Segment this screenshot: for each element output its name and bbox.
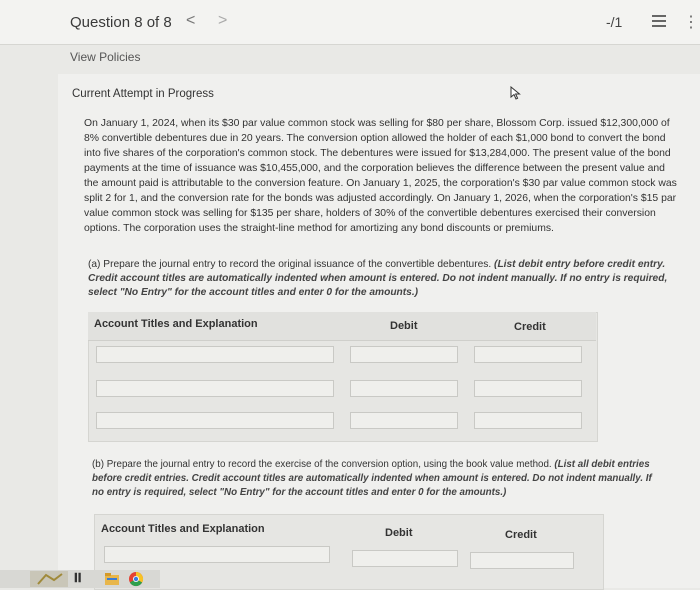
- column-account-titles: Account Titles and Explanation: [94, 318, 258, 330]
- question-score: -/1: [606, 14, 623, 30]
- question-header: [0, 0, 700, 45]
- account-title-input[interactable]: [104, 546, 330, 563]
- debit-input[interactable]: [350, 412, 458, 429]
- view-policies-link[interactable]: View Policies: [70, 50, 141, 64]
- column-account-titles: Account Titles and Explanation: [101, 523, 265, 535]
- file-explorer-icon[interactable]: [104, 571, 120, 587]
- debit-input[interactable]: [350, 380, 458, 397]
- column-debit: Debit: [390, 320, 418, 332]
- column-credit: Credit: [514, 321, 546, 333]
- mouse-cursor-icon: [510, 86, 522, 100]
- credit-input[interactable]: [474, 380, 582, 397]
- next-question-button[interactable]: >: [218, 12, 228, 29]
- list-icon[interactable]: [652, 15, 666, 27]
- question-counter: Question 8 of 8: [70, 14, 172, 31]
- part-a-prompt: (a) Prepare the journal entry to record the original issuance of the convertible debentures.: [88, 259, 492, 270]
- task-view-icon[interactable]: 𝐈𝐈: [74, 571, 82, 585]
- part-b-prompt: (b) Prepare the journal entry to record the exercise of the conversion option, using the book value method.: [92, 459, 552, 470]
- column-credit: Credit: [505, 529, 537, 541]
- search-taskbar-icon[interactable]: [30, 571, 68, 587]
- column-debit: Debit: [385, 527, 413, 539]
- account-title-input[interactable]: [96, 346, 334, 363]
- part-a-note: (List debit entry before credit entry. Credit account titles are automatically indented when amount is entered. Do not indent manually. If no entry is required, select "No Entry" for the account titles and enter 0 for the amounts.): [88, 259, 668, 298]
- credit-input[interactable]: [470, 552, 574, 569]
- credit-input[interactable]: [474, 346, 582, 363]
- part-b-instructions: [92, 458, 662, 500]
- part-b-note: (List all debit entries before credit entries. Credit account titles are automatically indented when amount is entered. Do not indent manually. If no entry is required, select "No Entry" for the account titles and enter 0 for the amounts.): [92, 459, 652, 498]
- debit-input[interactable]: [350, 346, 458, 363]
- more-vertical-icon[interactable]: ⋮: [683, 14, 699, 31]
- previous-question-button[interactable]: <: [186, 12, 196, 29]
- debit-input[interactable]: [352, 550, 458, 567]
- attempt-status: Current Attempt in Progress: [72, 88, 214, 100]
- account-title-input[interactable]: [96, 412, 334, 429]
- journal-table-a-header: [88, 312, 596, 341]
- credit-input[interactable]: [474, 412, 582, 429]
- browser-icon[interactable]: [128, 571, 144, 587]
- account-title-input[interactable]: [96, 380, 334, 397]
- part-a-instructions: [88, 258, 668, 300]
- problem-statement: On January 1, 2024, when its $30 par value common stock was selling for $80 per share, Blossom Corp. issued $12,300,000 of 8% convertible debentures due in 20 years. The conversion option allowed the holder of each $1,000 bond to convert the bond into five shares of the corporation's common stock. The debentures were issued for $13,284,000. The present value of the bond payments at the time of issuance was $10,455,000, and the corporation believes the difference between the present value and the amount paid is attributable to the conversion feature. On January 1, 2025, the corporation's $30 par value common stock was split 2 for 1, and the conversion rate for the bonds was adjusted accordingly. On January 1, 2026, when the corporation's $15 par value common stock was selling for $135 per share, holders of 30% of the convertible debentures exercised their conversion options. The corporation uses the straight-line method for amortizing any bond discounts or premiums.: [84, 118, 677, 234]
